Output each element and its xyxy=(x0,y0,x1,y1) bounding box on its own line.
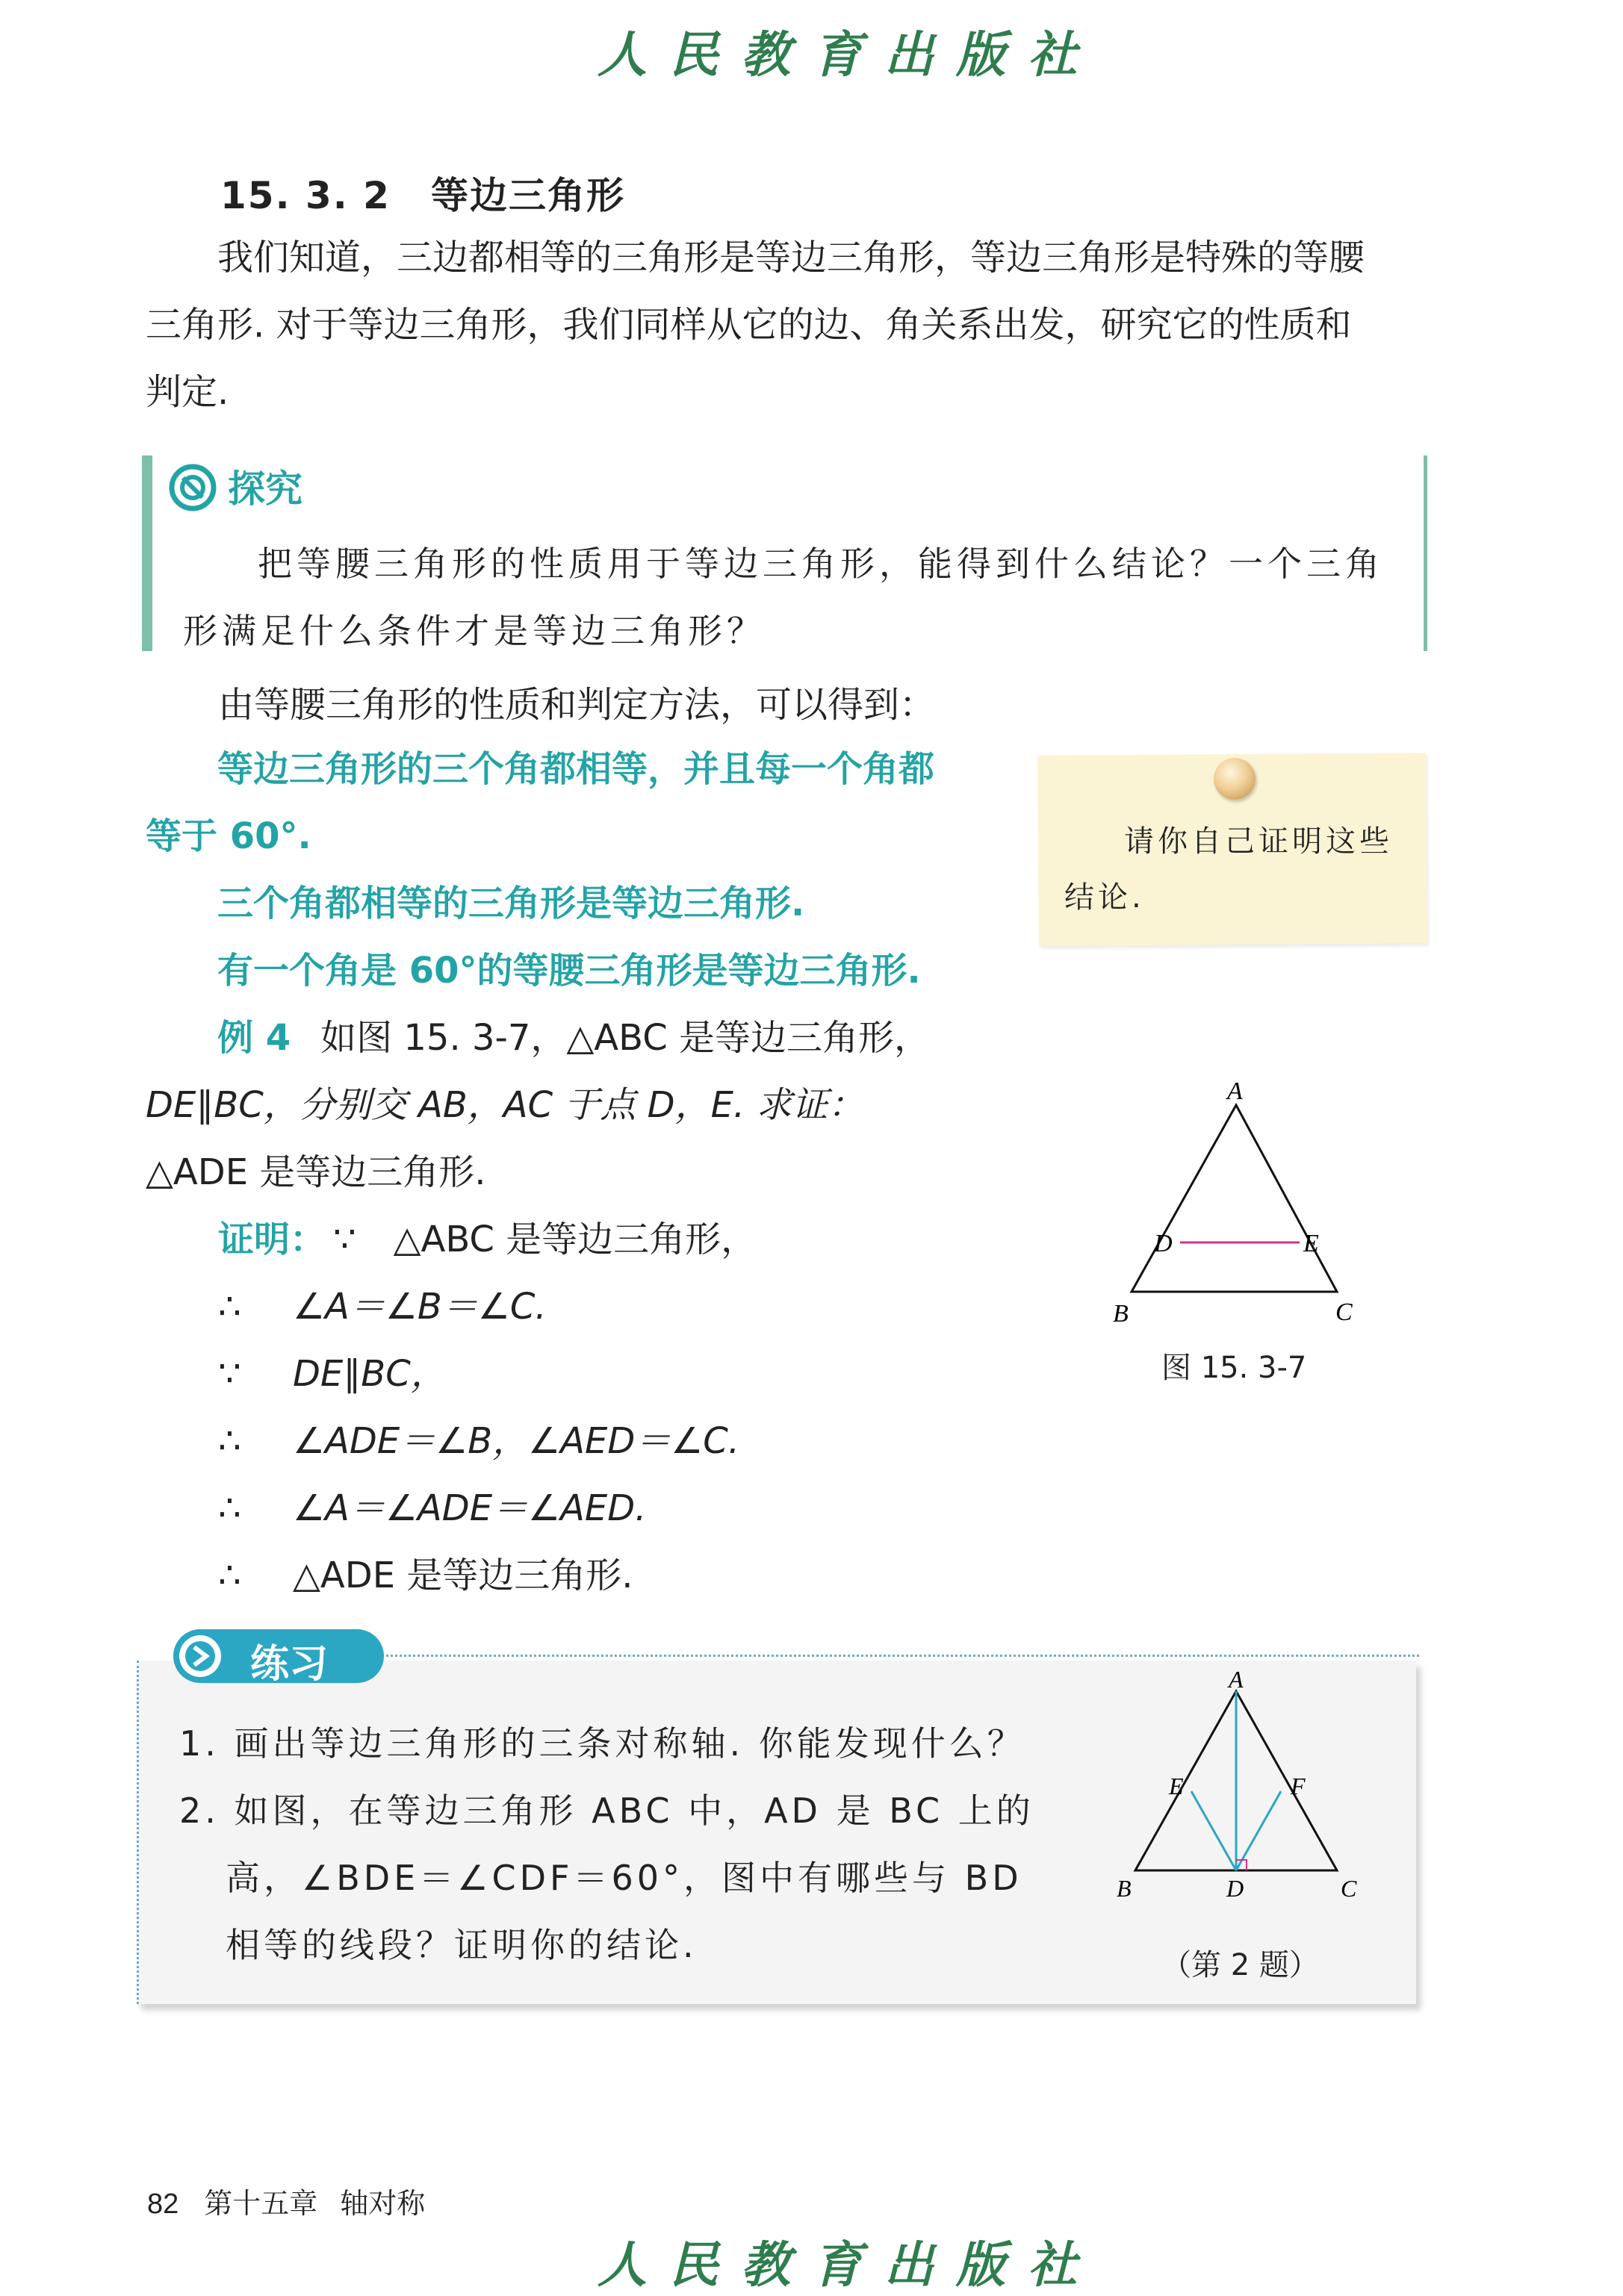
figure-caption: 图 15. 3-7 xyxy=(1161,1351,1307,1385)
page-number: 82 xyxy=(147,2188,179,2220)
note-line: 请你自己证明这些 xyxy=(1124,824,1393,859)
explore-line: 把等腰三角形的性质用于等边三角形，能得到什么结论？一个三角 xyxy=(258,544,1384,584)
triangle-abc xyxy=(1132,1105,1337,1292)
proof-symbol: ∴ xyxy=(218,1420,241,1462)
intro-paragraph xyxy=(146,224,1438,426)
derive-intro: 由等腰三角形的性质和判定方法，可以得到： xyxy=(218,684,936,726)
proof-step: ∠A＝∠ADE＝∠AED. xyxy=(293,1487,647,1529)
practice-figure-caption: （第 2 题） xyxy=(1161,1948,1319,1982)
label-c: C xyxy=(1341,1875,1357,1902)
note-line: 结论. xyxy=(1064,880,1145,915)
label-e: E xyxy=(1303,1230,1319,1257)
example-line: △ADE 是等边三角形. xyxy=(146,1151,486,1193)
proof-step: ∠ADE＝∠B，∠AED＝∠C. xyxy=(293,1420,740,1462)
section-title xyxy=(220,166,625,220)
label-b: B xyxy=(1113,1300,1129,1328)
label-c: C xyxy=(1335,1298,1353,1326)
proof-symbol: ∴ xyxy=(218,1487,241,1529)
practice-item: 1. 画出等边三角形的三条对称轴. 你能发现什么？ xyxy=(179,1723,1025,1764)
label-f: F xyxy=(1291,1773,1306,1799)
proof-block xyxy=(218,1206,1040,1609)
conclusion-line: 有一个角是 60°的等腰三角形是等边三角形. xyxy=(217,950,921,992)
example-block xyxy=(146,1004,1005,1206)
explore-line: 形满足什么条件才是等边三角形？ xyxy=(183,611,766,651)
intro-line: 我们知道，三边都相等的三角形是等边三角形，等边三角形是特殊的等腰 xyxy=(217,237,1365,279)
proof-symbol: ∵ xyxy=(333,1219,356,1260)
proof-symbol: ∴ xyxy=(218,1286,241,1328)
practice-items xyxy=(179,1710,1076,1979)
explore-icon xyxy=(168,463,217,512)
example-line: 如图 15. 3-7，△ABC 是等边三角形， xyxy=(320,1017,930,1059)
label-d: D xyxy=(1154,1230,1173,1257)
header-watermark: 人民教育出版社 xyxy=(598,25,1099,84)
proof-symbol: ∴ xyxy=(218,1555,241,1596)
section-name: 等边三角形 xyxy=(430,174,625,217)
practice-item: 2. 如图，在等边三角形 ABC 中，AD 是 BC 上的 xyxy=(179,1791,1034,1831)
conclusion-line: 等于 60°. xyxy=(146,815,311,857)
example-label: 例 4 xyxy=(217,1017,291,1059)
figure-15-3-7 xyxy=(1098,1075,1382,1344)
proof-step: △ADE 是等边三角形. xyxy=(293,1555,633,1596)
conclusion-line: 等边三角形的三个角都相等，并且每一个角都 xyxy=(217,748,935,790)
proof-step: △ABC 是等边三角形， xyxy=(393,1219,757,1260)
segment-de xyxy=(1191,1791,1236,1870)
label-a: A xyxy=(1227,1077,1243,1105)
chapter-topic: 轴对称 xyxy=(340,2187,426,2220)
practice-item: 相等的线段？证明你的结论. xyxy=(226,1925,698,1965)
chapter-label: 第十五章 xyxy=(204,2187,318,2220)
practice-divider xyxy=(373,1655,1419,1657)
explore-heading xyxy=(168,459,302,513)
proof-step: ∠A＝∠B＝∠C. xyxy=(293,1286,547,1328)
conclusion-line: 三个角都相等的三角形是等边三角形. xyxy=(217,883,805,924)
practice-figure xyxy=(1098,1669,1397,1915)
explore-left-bar xyxy=(142,455,152,651)
practice-title: 练习 xyxy=(250,1642,329,1687)
intro-line: 判定. xyxy=(146,371,229,413)
conclusions xyxy=(146,735,1005,1004)
label-a: A xyxy=(1229,1669,1244,1693)
pin-icon xyxy=(1214,758,1256,800)
proof-label: 证明： xyxy=(218,1219,326,1260)
section-number: 15. 3. 2 xyxy=(220,174,391,217)
label-d: D xyxy=(1226,1875,1244,1902)
note-text xyxy=(1064,814,1415,926)
example-line: DE∥BC，分别交 AB，AC 于点 D，E. 求证： xyxy=(146,1084,864,1126)
practice-item: 高，∠BDE＝∠CDF＝60°，图中有哪些与 BD xyxy=(226,1858,1022,1898)
explore-title: 探究 xyxy=(228,467,302,511)
label-b: B xyxy=(1117,1875,1132,1902)
segment-df xyxy=(1236,1791,1281,1870)
footer-watermark: 人民教育出版社 xyxy=(598,2236,1099,2294)
page-footer xyxy=(147,2180,425,2221)
explore-text xyxy=(183,530,1400,665)
label-e: E xyxy=(1169,1773,1184,1799)
proof-symbol: ∵ xyxy=(218,1353,241,1395)
practice-icon xyxy=(176,1632,224,1680)
proof-step: DE∥BC， xyxy=(293,1353,447,1395)
intro-line: 三角形. 对于等边三角形，我们同样从它的边、角关系出发，研究它的性质和 xyxy=(146,304,1352,346)
explore-right-bar xyxy=(1424,455,1427,651)
